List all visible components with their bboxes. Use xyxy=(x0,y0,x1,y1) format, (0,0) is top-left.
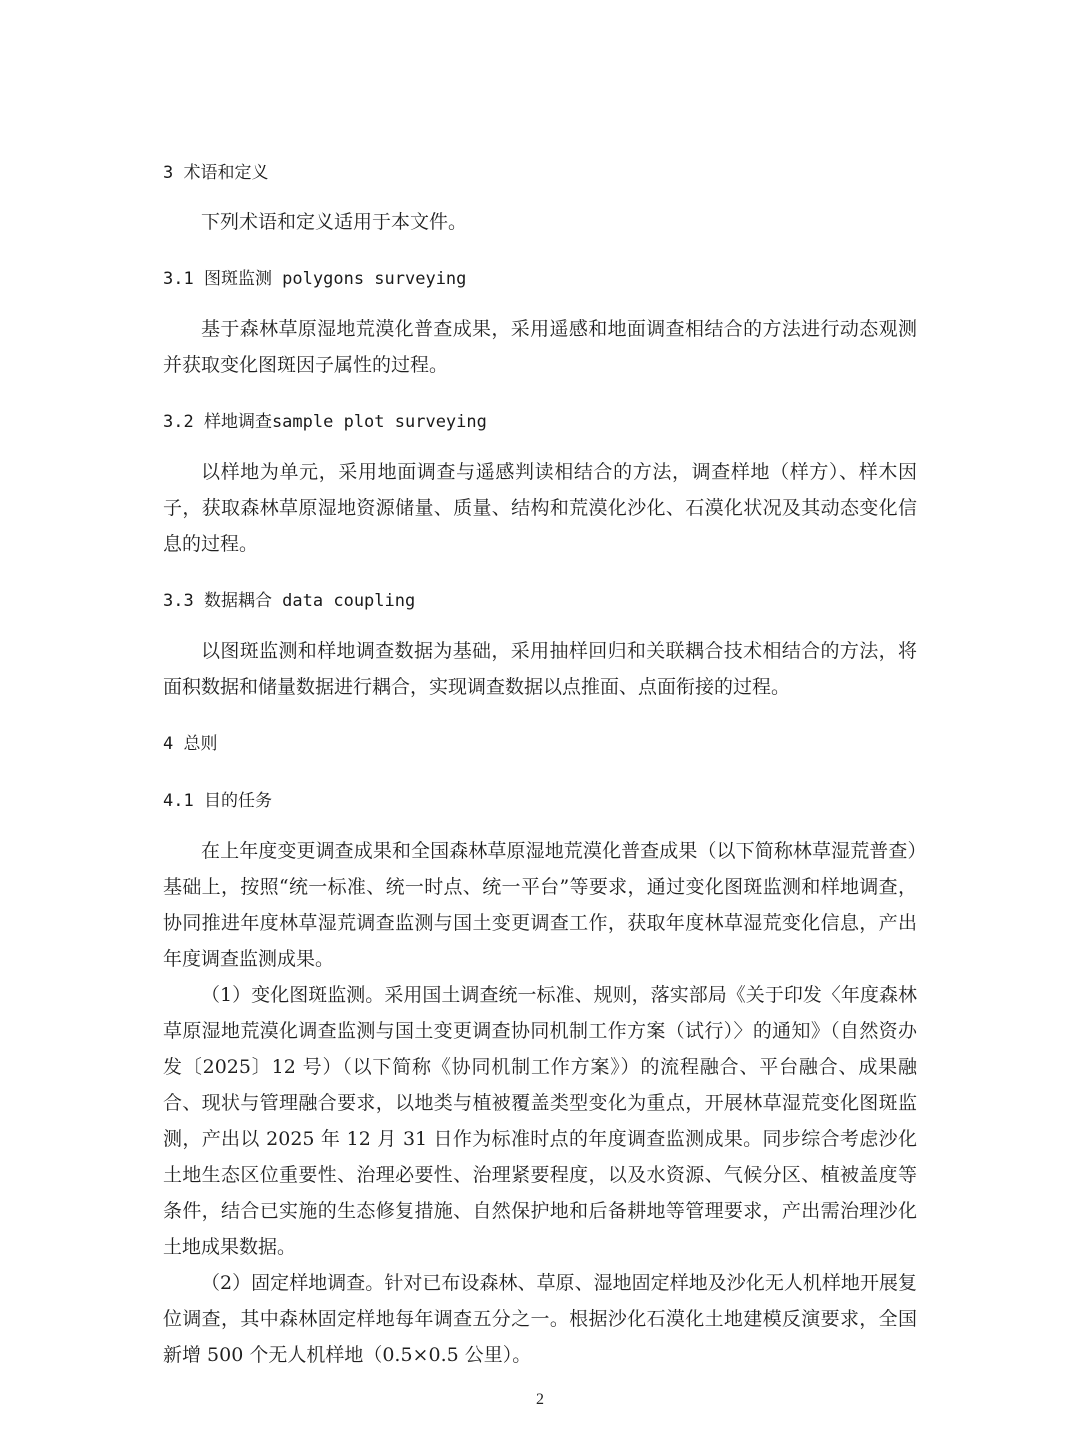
document-page xyxy=(163,155,917,1373)
section-heading-3-2: 3.2 样地调查sample plot surveying xyxy=(163,412,487,432)
section-heading-3: 3 术语和定义 xyxy=(163,163,269,183)
section-heading-4: 4 总则 xyxy=(163,734,218,754)
section-heading-3-3: 3.3 数据耦合 data coupling xyxy=(163,591,416,611)
section-4-1-item-1: （1）变化图斑监测。采用国土调查统一标准、规则，落实部局《关于印发〈年度森林草原湿地荒漠化调查监测与国土变更调查协同机制工作方案（试行）〉的通知》（自然资办发〔2025〕12 号）（以下简称《协同机制工作方案》）的流程融合、平台融合、成果融合、现状与管理融合要求，以地类与植被覆盖类型变化为重点，开展林草湿荒变化图斑监测，产出以 2025 年 12 月 31 日作为标准时点的年度调查监测成果。同步综合考虑沙化土地生态区位重要性、治理必要性、治理紧要程度，以及水资源、气候分区、植被盖度等条件，结合已实施的生态修复措施、自然保护地和后备耕地等管理要求，产出需治理沙化土地成果数据。 xyxy=(163,984,917,1258)
section-4-1-item-2: （2）固定样地调查。针对已布设森林、草原、湿地固定样地及沙化无人机样地开展复位调查，其中森林固定样地每年调查五分之一。根据沙化石漠化土地建模反演要求，全国新增 500 个无人机样地（0.5×0.5 公里）。 xyxy=(163,1272,917,1366)
section-heading-3-1: 3.1 图斑监测 polygons surveying xyxy=(163,269,467,289)
section-3-1-body: 基于森林草原湿地荒漠化普查成果，采用遥感和地面调查相结合的方法进行动态观测并获取变化图斑因子属性的过程。 xyxy=(163,318,917,376)
section-3-2-body: 以样地为单元，采用地面调查与遥感判读相结合的方法，调查样地（样方）、样木因子，获取森林草原湿地资源储量、质量、结构和荒漠化沙化、石漠化状况及其动态变化信息的过程。 xyxy=(163,461,917,555)
section-3-3-body: 以图斑监测和样地调查数据为基础，采用抽样回归和关联耦合技术相结合的方法，将面积数据和储量数据进行耦合，实现调查数据以点推面、点面衔接的过程。 xyxy=(163,640,917,698)
section-heading-4-1: 4.1 目的任务 xyxy=(163,791,272,811)
section-4-1-body: 在上年度变更调查成果和全国森林草原湿地荒漠化普查成果（以下简称林草湿荒普查）基础上，按照“统一标准、统一时点、统一平台”等要求，通过变化图斑监测和样地调查，协同推进年度林草湿荒调查监测与国土变更调查工作，获取年度林草湿荒变化信息，产出年度调查监测成果。 xyxy=(163,840,917,970)
section-3-intro: 下列术语和定义适用于本文件。 xyxy=(201,211,468,233)
page-number: 2 xyxy=(536,1391,544,1408)
